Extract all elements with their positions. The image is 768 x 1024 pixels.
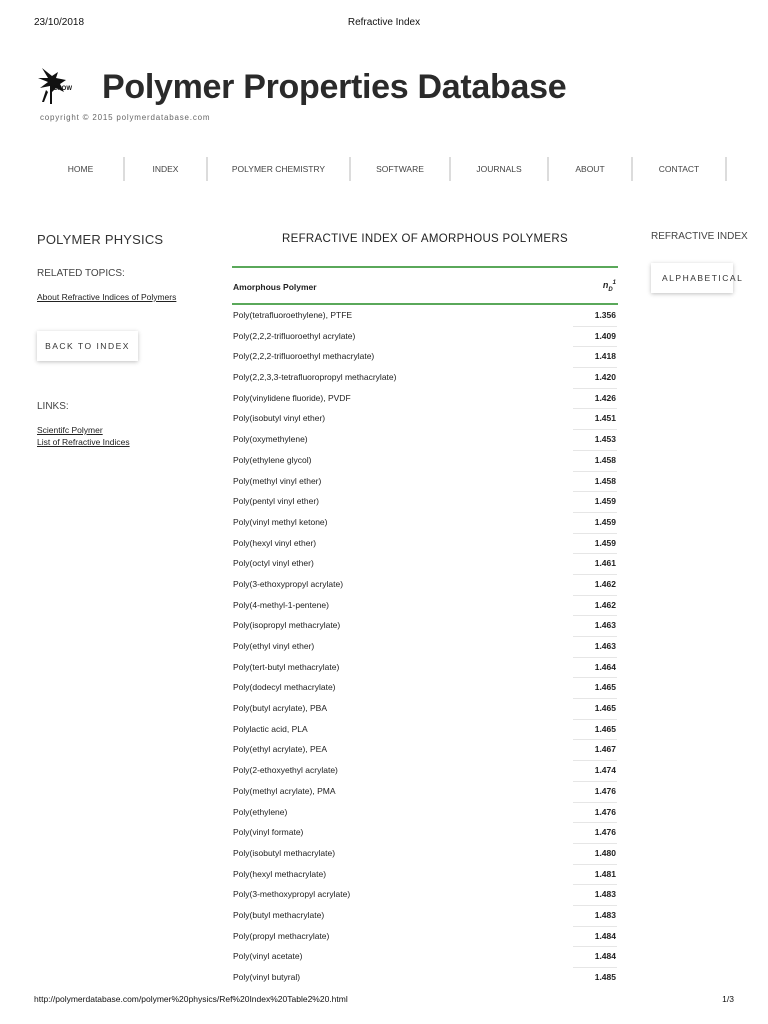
row-divider	[573, 781, 617, 782]
table-row	[232, 884, 618, 905]
print-date: 23/10/2018	[34, 17, 85, 28]
refractive-index-value: 1.420	[594, 372, 616, 383]
nav-item-index[interactable]: INDEX	[125, 157, 208, 181]
row-divider	[573, 698, 617, 699]
refractive-index-value: 1.483	[594, 909, 616, 920]
refractive-index-value: 1.476	[594, 827, 616, 838]
page-title: REFRACTIVE INDEX OF AMORPHOUS POLYMERS	[282, 233, 568, 245]
polymer-name: Poly(oxymethylene)	[233, 434, 308, 445]
polymer-name: Polylactic acid, PLA	[233, 723, 308, 734]
table-row	[232, 926, 618, 947]
links-label: LINKS:	[37, 401, 69, 412]
print-page-number: 1/3	[722, 994, 734, 1004]
polymer-name: Poly(3-ethoxypropyl acrylate)	[233, 578, 344, 589]
refractive-index-value: 1.465	[594, 723, 616, 734]
table-row	[232, 450, 618, 471]
table-row	[232, 677, 618, 698]
nd-superscript: 1	[612, 280, 616, 286]
back-to-index-button[interactable]: BACK TO INDEX	[37, 331, 138, 361]
row-divider	[573, 739, 617, 740]
table-row	[232, 615, 618, 636]
refractive-index-value: 1.464	[594, 661, 616, 672]
table-row	[232, 843, 618, 864]
polymer-name: Poly(propyl methacrylate)	[233, 930, 330, 941]
nav-item-contact[interactable]: CONTACT	[633, 157, 727, 181]
polymer-name: Poly(tert-butyl methacrylate)	[233, 661, 340, 672]
related-link[interactable]: About Refractive Indices of Polymers	[37, 292, 177, 302]
table-row	[232, 326, 618, 347]
print-header	[34, 17, 734, 31]
table-row	[232, 305, 618, 326]
nd-symbol: n	[602, 280, 609, 290]
crow-logo-icon[interactable]	[36, 64, 80, 106]
table-row	[232, 946, 618, 967]
row-divider	[573, 657, 617, 658]
refractive-index-value: 1.467	[594, 744, 616, 755]
polymer-name: Poly(2-ethoxyethyl acrylate)	[233, 765, 338, 776]
refractive-index-value: 1.480	[594, 847, 616, 858]
polymer-name: Poly(4-methyl-1-pentene)	[233, 599, 329, 610]
row-divider	[573, 802, 617, 803]
table-header	[232, 268, 618, 305]
row-divider	[573, 429, 617, 430]
refractive-index-value: 1.459	[594, 537, 616, 548]
row-divider	[573, 760, 617, 761]
row-divider	[573, 533, 617, 534]
nav-item-about[interactable]: ABOUT	[549, 157, 633, 181]
table-row	[232, 346, 618, 367]
polymer-name: Poly(tetrafluoroethylene), PTFE	[233, 310, 353, 320]
polymer-name: Poly(2,2,3,3-tetrafluoropropyl methacrylate)	[233, 372, 397, 383]
table-row	[232, 367, 618, 388]
polymer-name: Poly(isopropyl methacrylate)	[233, 620, 341, 631]
row-divider	[573, 636, 617, 637]
row-divider	[573, 595, 617, 596]
row-divider	[573, 471, 617, 472]
polymer-name: Poly(isobutyl methacrylate)	[233, 847, 336, 858]
main-nav	[38, 157, 738, 181]
column-header-polymer: Amorphous Polymer	[233, 282, 317, 292]
refractive-index-value: 1.459	[594, 516, 616, 527]
table-row	[232, 595, 618, 616]
table-body	[232, 305, 618, 988]
polymer-name: Poly(pentyl vinyl ether)	[233, 496, 319, 507]
refractive-index-value: 1.461	[594, 558, 616, 569]
table-row	[232, 408, 618, 429]
polymer-name: Poly(3-methoxypropyl acrylate)	[233, 889, 351, 900]
row-divider	[573, 326, 617, 327]
table-row	[232, 429, 618, 450]
row-divider	[573, 408, 617, 409]
sidebar-heading: POLYMER PHYSICS	[37, 232, 164, 247]
polymer-name: Poly(ethyl acrylate), PEA	[233, 744, 328, 755]
polymer-name: Poly(ethylene)	[233, 806, 288, 817]
row-divider	[573, 967, 617, 968]
refractive-index-value: 1.426	[594, 392, 616, 403]
alphabetical-button[interactable]: ALPHABETICAL	[651, 263, 733, 293]
refractive-index-value: 1.476	[594, 785, 616, 796]
table-row	[232, 636, 618, 657]
row-divider	[573, 574, 617, 575]
table-row	[232, 905, 618, 926]
row-divider	[573, 677, 617, 678]
table-row	[232, 553, 618, 574]
print-title: Refractive Index	[347, 17, 421, 28]
nav-item-software[interactable]: SOFTWARE	[351, 157, 451, 181]
table-row	[232, 864, 618, 885]
polymer-name: Poly(vinylidene fluoride), PVDF	[233, 392, 351, 403]
refractive-index-value: 1.484	[594, 951, 616, 962]
site-title[interactable]: Polymer Properties Database	[102, 68, 567, 106]
polymer-name: Poly(dodecyl methacrylate)	[233, 682, 336, 693]
table-row	[232, 471, 618, 492]
row-divider	[573, 926, 617, 927]
row-divider	[573, 491, 617, 492]
refractive-index-value: 1.465	[594, 682, 616, 693]
refractive-index-value: 1.463	[594, 620, 616, 631]
row-divider	[573, 450, 617, 451]
polymer-name: Poly(hexyl vinyl ether)	[233, 537, 317, 548]
polymer-name: Poly(ethyl vinyl ether)	[233, 641, 315, 651]
polymer-name: Poly(butyl methacrylate)	[233, 909, 325, 920]
refractive-index-value: 1.459	[594, 496, 616, 507]
table-row	[232, 781, 618, 802]
refractive-index-value: 1.481	[594, 868, 616, 879]
refractive-index-value: 1.476	[594, 806, 616, 817]
polymer-name: Poly(vinyl butyral)	[233, 972, 301, 982]
row-divider	[573, 346, 617, 347]
row-divider	[573, 553, 617, 554]
refractive-index-value: 1.463	[594, 641, 616, 651]
table-row	[232, 533, 618, 554]
table-row	[232, 967, 618, 988]
refractive-indices-link[interactable]: List of Refractive Indices	[37, 437, 130, 447]
row-divider	[573, 905, 617, 906]
row-divider	[573, 946, 617, 947]
polymer-name: Poly(isobutyl vinyl ether)	[233, 413, 326, 424]
polymer-name: Poly(methyl vinyl ether)	[233, 475, 322, 486]
row-divider	[573, 367, 617, 368]
refractive-index-value: 1.483	[594, 889, 616, 900]
polymer-name: Poly(hexyl methacrylate)	[233, 868, 327, 879]
refractive-index-value: 1.462	[594, 578, 616, 589]
row-divider	[573, 388, 617, 389]
polymer-name: Poly(vinyl acetate)	[233, 951, 303, 962]
polymer-name: Poly(vinyl formate)	[233, 827, 304, 838]
row-divider	[573, 884, 617, 885]
polymer-name: Poly(butyl acrylate), PBA	[233, 703, 328, 714]
row-divider	[573, 864, 617, 865]
table-row	[232, 802, 618, 823]
polymer-name: Poly(methyl acrylate), PMA	[233, 785, 336, 796]
print-footer	[34, 994, 734, 1006]
polymer-name: Poly(ethylene glycol)	[233, 454, 312, 465]
row-divider	[573, 843, 617, 844]
polymer-name: Poly(octyl vinyl ether)	[233, 558, 314, 569]
nd-subscript: D	[608, 286, 613, 293]
table-row	[232, 388, 618, 409]
table-row	[232, 512, 618, 533]
polymer-name: Poly(2,2,2-trifluoroethyl acrylate)	[233, 330, 356, 341]
refractive-index-value: 1.485	[594, 972, 616, 982]
refractive-index-value: 1.465	[594, 703, 616, 714]
refractive-index-value: 1.484	[594, 930, 616, 941]
table-row	[232, 719, 618, 740]
refractive-index-table	[232, 266, 618, 988]
logo-text: CROW	[53, 86, 72, 92]
row-divider	[573, 512, 617, 513]
table-row	[232, 739, 618, 760]
nav-item-polymer-chemistry[interactable]: POLYMER CHEMISTRY	[208, 157, 351, 181]
table-row	[232, 760, 618, 781]
refractive-index-value: 1.462	[594, 599, 616, 610]
refractive-index-value: 1.451	[594, 413, 616, 424]
table-row	[232, 574, 618, 595]
refractive-index-value: 1.474	[594, 765, 616, 776]
table-row	[232, 491, 618, 512]
table-row	[232, 822, 618, 843]
polymer-name: Poly(vinyl methyl ketone)	[233, 516, 328, 527]
column-header-nd	[603, 280, 616, 293]
right-sidebar-heading: REFRACTIVE INDEX	[651, 231, 748, 242]
refractive-index-value: 1.418	[594, 351, 616, 362]
row-divider	[573, 719, 617, 720]
refractive-index-value: 1.458	[594, 475, 616, 486]
polymer-name: Poly(2,2,2-trifluoroethyl methacrylate)	[233, 351, 375, 362]
row-divider	[573, 615, 617, 616]
table-row	[232, 698, 618, 719]
nav-item-home[interactable]: HOME	[38, 157, 125, 181]
refractive-index-value: 1.453	[594, 434, 616, 445]
nav-item-journals[interactable]: JOURNALS	[451, 157, 549, 181]
refractive-index-value: 1.356	[594, 310, 616, 320]
print-url: http://polymerdatabase.com/polymer%20physics/Ref%20Index%20Table2%20.html	[34, 994, 348, 1004]
related-topics-label: RELATED TOPICS:	[37, 268, 125, 279]
site-copyright: copyright © 2015 polymerdatabase.com	[40, 113, 211, 122]
table-row	[232, 657, 618, 678]
refractive-index-value: 1.458	[594, 454, 616, 465]
refractive-index-value: 1.409	[594, 330, 616, 341]
scientific-polymer-link[interactable]: Scientifc Polymer	[37, 425, 103, 435]
row-divider	[573, 822, 617, 823]
